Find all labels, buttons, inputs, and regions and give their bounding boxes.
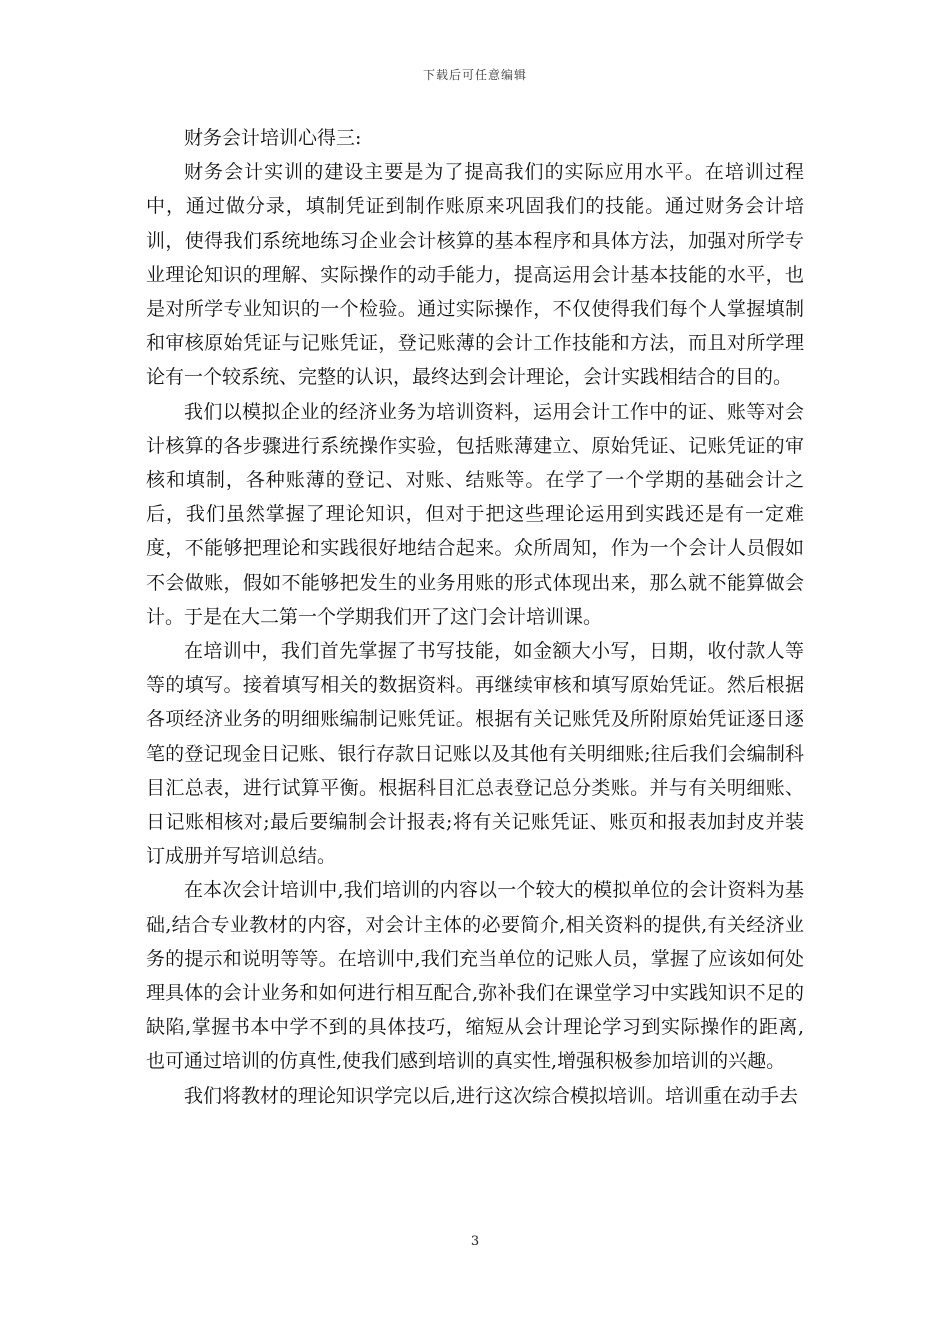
paragraph-5: 我们将教材的理论知识学完以后,进行这次综合模拟培训。培训重在动手去 [184, 1084, 799, 1107]
paragraph-3: 在培训中，我们首先掌握了书写技能，如金额大小写，日期，收付款人等等的填写。接着填写相关的数据资料。再继续审核和填写原始凭证。然后根据各项经济业务的明细账编制记账凭证。根据有关记账凭及所附原始凭证逐日逐笔的登记现金日记账、银行存款日记账以及其他有关明细账;往后我们会编制科目汇总表，进行试算平衡。根据科目汇总表登记总分类账。并与有关明细账、日记账相核对;最后要编制会计报表;将有关记账凭证、账页和报表加封皮并装订成册并写培训总结。 [146, 640, 804, 868]
document-body [146, 121, 804, 1113]
section-title: 财务会计培训心得三: [184, 127, 362, 149]
paragraph-4: 在本次会计培训中,我们培训的内容以一个较大的模拟单位的会计资料为基础,结合专业教材的内容，对会计主体的必要简介,相关资料的提供,有关经济业务的提示和说明等等。在培训中,我们充当单位的记账人员，掌握了应该如何处理具体的会计业务和如何进行相互配合,弥补我们在课堂学习中实践知识不足的缺陷,掌握书本中学不到的具体技巧，缩短从会计理论学习到实际操作的距离,也可通过培训的仿真性,使我们感到培训的真实性,增强积极参加培训的兴趣。 [146, 879, 804, 1073]
paragraph-1: 财务会计实训的建设主要是为了提高我们的实际应用水平。在培训过程中，通过做分录，填制凭证到制作账原来巩固我们的技能。通过财务会计培训，使得我们系统地练习企业会计核算的基本程序和具体方法，加强对所学专业理论知识的理解、实际操作的动手能力，提高运用会计基本技能的水平，也是对所学专业知识的一个检验。通过实际操作，不仅使得我们每个人掌握填制和审核原始凭证与记账凭证，登记账薄的会计工作技能和方法，而且对所学理论有一个较系统、完整的认识，最终达到会计理论，会计实践相结合的目的。 [146, 161, 804, 389]
page-number: 3 [470, 1234, 480, 1249]
paragraph-2: 我们以模拟企业的经济业务为培训资料，运用会计工作中的证、账等对会计核算的各步骤进行系统操作实验，包括账薄建立、原始凭证、记账凭证的审核和填制，各种账薄的登记、对账、结账等。在学了一个学期的基础会计之后，我们虽然掌握了理论知识，但对于把这些理论运用到实践还是有一定难度，不能够把理论和实践很好地结合起来。众所周知，作为一个会计人员假如不会做账，假如不能够把发生的业务用账的形式体现出来，那么就不能算做会计。于是在大二第一个学期我们开了这门会计培训课。 [146, 400, 804, 628]
page-header: 下载后可任意编辑 [422, 68, 527, 82]
